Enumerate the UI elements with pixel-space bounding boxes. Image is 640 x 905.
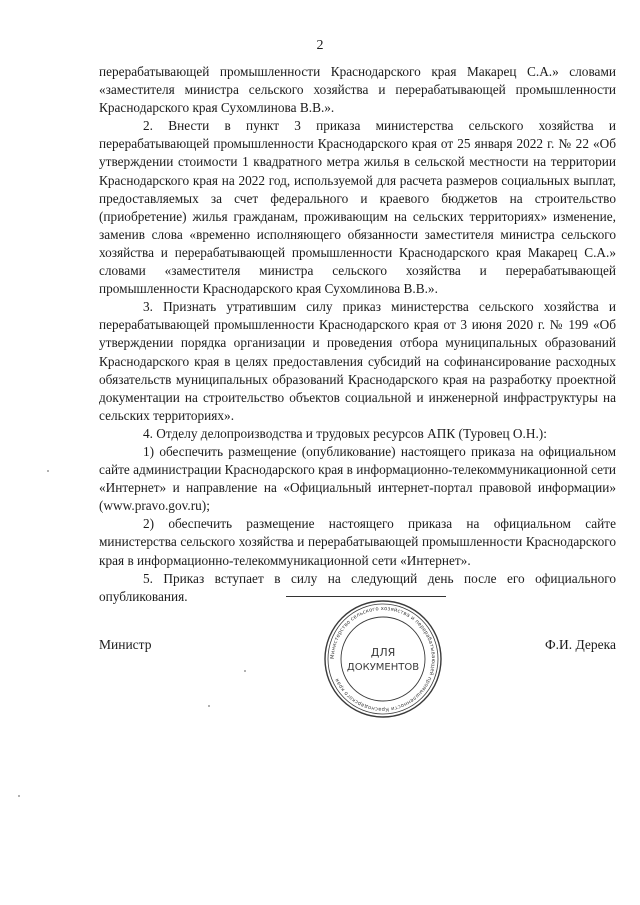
signatory-name: Ф.И. Дерека <box>545 637 616 652</box>
paragraph-item-4-2: 2) обеспечить размещение настоящего приказа на официальном сайте министерства сельского хозяйства и перерабатывающей промышленности Краснодарского края в информационно-телекоммуникационной сети «Интернет». <box>99 516 616 568</box>
stamp-center-line1: ДЛЯ <box>370 646 396 659</box>
scan-speck <box>18 795 20 797</box>
paragraph-item-3: 3. Признать утратившим силу приказ министерства сельского хозяйства и перерабатывающей промышленности Краснодарского края от 3 июня 2020 г. № 199 «Об утверждении порядка организации и проведения отбора муниципальных образований Краснодарского края в целях предоставления субсидий на софинансирование расходных обязательств муниципальных образований Краснодарского края на разработку проектной документации на строительство объектов социальной и инженерной инфраструктуры на сельских территориях». <box>99 299 616 423</box>
scan-speck <box>47 470 49 472</box>
page-number: 2 <box>316 38 324 53</box>
signatory-title: Министр <box>99 637 152 652</box>
paragraph-item-2: 2. Внести в пункт 3 приказа министерства сельского хозяйства и перерабатывающей промышленности Краснодарского края от 25 января 2022 г. № 22 «Об утверждении стоимости 1 квадратного метра жилья в сельской местности на территории Краснодарского края на 2022 год, используемой для расчета размеров социальных выплат, предоставляемых за счет федерального и краевого бюджетов на строительство (приобретение) жилья гражданам, проживающим на сельских территориях» изменение, заменив слова «временно исполняющего обязанности заместителя министра сельского хозяйства и перерабатывающей промышленности Краснодарского края Макарец С.А.» словами «заместителя министра сельского хозяйства и перерабатывающей промышленности Краснодарского края Сухомлинова В.В.». <box>99 118 616 297</box>
paragraph-item-4: 4. Отделу делопроизводства и трудовых ресурсов АПК (Туровец О.Н.): <box>143 425 547 441</box>
scan-speck <box>208 705 210 707</box>
stamp-center-line2: ДОКУМЕНТОВ <box>346 662 420 673</box>
paragraph-item-4-1: 1) обеспечить размещение (опубликование) настоящего приказа на официальном сайте администрации Краснодарского края в информационно-телекоммуникационной сети «Интернет» и направление на «Официальный интернет-портал правовой информации» (www.pravo.gov.ru); <box>99 443 616 514</box>
stamp-seal-icon <box>321 597 445 721</box>
official-stamp <box>321 597 445 721</box>
scan-speck <box>244 670 246 672</box>
paragraph-continuation: перерабатывающей промышленности Краснодарского края Макарец С.А.» словами «заместителя министра сельского хозяйства и перерабатывающей промышленности Краснодарского края Сухомлинова В.В.». <box>99 64 616 116</box>
stamp-ring-text: Министерство сельского хозяйства и перерабатывающей промышленности Краснодарского края <box>329 605 437 713</box>
paragraph-item-5: 5. Приказ вступает в силу на следующий день после его официального опубликования. <box>99 570 616 604</box>
document-body <box>99 63 616 606</box>
